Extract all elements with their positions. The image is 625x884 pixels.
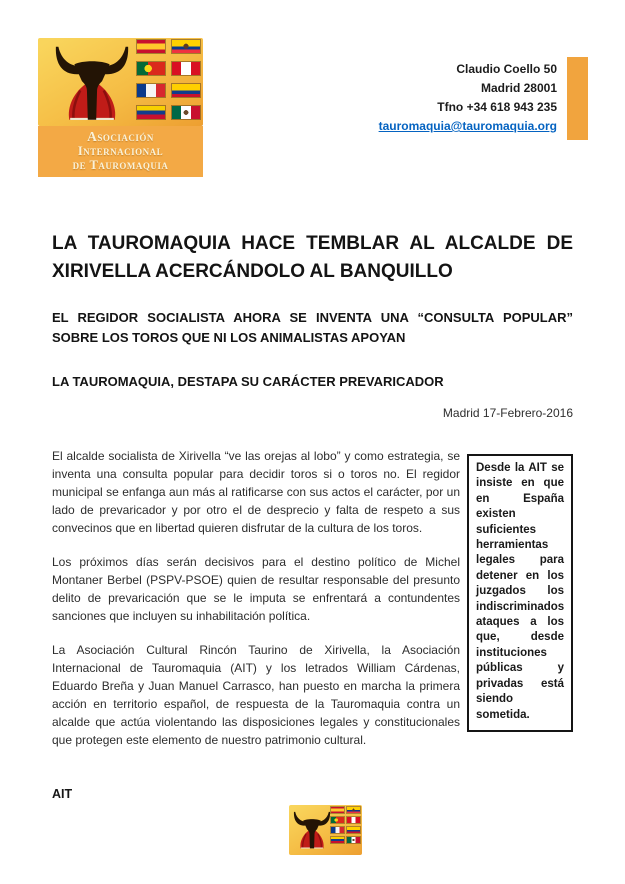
signature: AIT — [52, 787, 73, 801]
flag-ecuador-icon — [172, 40, 200, 53]
paragraph-1: El alcalde socialista de Xirivella “ve las orejas al lobo” y como estrategia, se inventa una consulta popular para decidir toros si o toros no. El regidor municipal se enfanga aun más al ratificarse con sus actos el carácter, por un lado de prevaricador y por otro el de desprecio y falta de respeto a sus convecinos que en libertad quieren disfrutar de la cultura de los toros. — [52, 449, 460, 535]
contact-email-link[interactable]: tauromaquia@tauromaquia.org — [378, 119, 557, 133]
org-name-line: Asociación — [87, 129, 154, 144]
contact-phone: Tfno +34 618 943 235 — [437, 100, 557, 114]
flag-france-icon — [137, 84, 165, 97]
pull-quote-box: Desde la AIT se insiste en que en España existen suficientes herramientas legales para detener en los juzgados los indiscriminados ataques a los que, desde instituciones públicas y privadas está siendo sometida. — [467, 454, 573, 732]
dateline: Madrid 17-Febrero-2016 — [442, 406, 573, 420]
logo-artwork — [289, 805, 362, 855]
logo-banner — [38, 126, 203, 177]
bull-cape-icon — [291, 806, 333, 853]
article-text-column — [52, 447, 460, 765]
ait-logo — [38, 38, 203, 177]
ait-logo-footer — [289, 805, 362, 855]
flag-portugal-icon — [137, 62, 165, 75]
org-name-line: Internacional — [77, 144, 164, 158]
subheadline-1: EL REGIDOR SOCIALISTA AHORA SE INVENTA UNA “CONSULTA POPULAR” SOBRE LOS TOROS QUE NI LOS ANIMALISTAS APOYAN — [52, 310, 573, 345]
flag-spain-icon — [331, 807, 344, 813]
flag-colombia-icon — [172, 84, 200, 97]
flag-venezuela-icon — [331, 837, 344, 843]
flag-mexico-icon — [172, 106, 200, 119]
flag-mexico-icon — [347, 837, 360, 843]
paragraph-3: La Asociación Cultural Rincón Taurino de Xirivella, la Asociación Internacional de Tauromaquia (AIT) y los letrados William Cárdenas, Eduardo Breña y Juan Manuel Carrasco, han puesto en marcha la primera acción en territorio español, de respuesta de la Tauromaquia contra un alcalde que actúa violentando las disposiciones legales y constitucionales que protegen este elemento de nuestro patrimonio cultural. — [52, 643, 460, 747]
flag-portugal-icon — [331, 817, 344, 823]
member-flags — [137, 40, 200, 119]
paragraph-2: Los próximos días serán decisivos para el destino político de Michel Montaner Berbel (PSPV-PSOE) quien de resultar responsable del presunto delito de prevaricación que se le imputa se enfrentará a contundentes sanciones que incluyen su inhabilitación política. — [52, 555, 460, 623]
contact-address-city: Madrid 28001 — [480, 81, 557, 95]
logo-artwork — [38, 38, 203, 126]
flag-peru-icon — [172, 62, 200, 75]
bull-cape-icon — [42, 40, 142, 124]
flag-colombia-icon — [347, 827, 360, 833]
flag-france-icon — [331, 827, 344, 833]
contact-block — [379, 57, 588, 140]
contact-address-street: Claudio Coello 50 — [456, 62, 557, 76]
flag-ecuador-icon — [347, 807, 360, 813]
orange-accent-bar — [567, 57, 588, 140]
flag-spain-icon — [137, 40, 165, 53]
flag-venezuela-icon — [137, 106, 165, 119]
org-name-line: de Tauromaquia — [72, 158, 169, 172]
subheadline-2: LA TAUROMAQUIA, DESTAPA SU CARÁCTER PREVARICADOR — [52, 374, 444, 389]
flag-peru-icon — [347, 817, 360, 823]
press-release-body — [52, 230, 573, 801]
member-flags — [331, 807, 360, 843]
headline: LA TAUROMAQUIA HACE TEMBLAR AL ALCALDE DE XIRIVELLA ACERCÁNDOLO AL BANQUILLO — [52, 233, 573, 282]
